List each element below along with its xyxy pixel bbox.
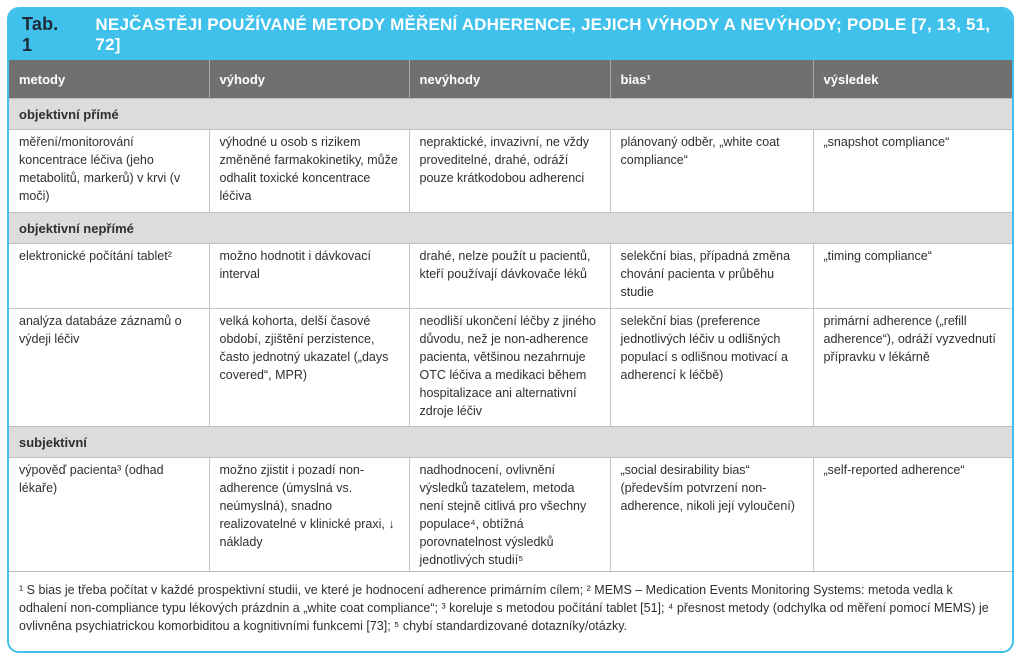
cell-disadvantages: nepraktické, invazivní, ne vždy proveditelné, drahé, odráží pouze krátkodobou adherenci — [409, 130, 610, 213]
cell-method: analýza databáze záznamů o výdeji léčiv — [9, 309, 209, 427]
cell-bias: „social desirability bias“ (především potvrzení non-adherence, nikoli její vyloučení) — [610, 458, 813, 572]
section-row — [9, 427, 1014, 458]
adherence-methods-table — [9, 60, 1014, 571]
column-header-nevyhody: nevýhody — [409, 60, 610, 99]
table-number: Tab. 1 — [22, 13, 59, 55]
table-title: NEJČASTĚJI POUŽÍVANÉ METODY MĚŘENÍ ADHERENCE, JEJICH VÝHODY A NEVÝHODY; PODLE [7, 13, 51, 72] — [95, 14, 991, 54]
cell-result: „timing compliance“ — [813, 244, 1014, 309]
cell-method: měření/monitorování koncentrace léčiva (jeho metabolitů, markerů) v krvi (v moči) — [9, 130, 209, 213]
section-title: objektivní nepřímé — [9, 213, 1014, 244]
cell-method: výpověď pacienta³ (odhad lékaře) — [9, 458, 209, 572]
table-footnotes: ¹ S bias je třeba počítat v každé prospektivní studii, ve které je hodnocení adherence primárním cílem; ² MEMS – Medication Events Monitoring Systems: metoda vedla k odhalení non-compliance typu lékových prázdnin a „white coat compliance“; ³ koreluje s metodou počítání tablet [51]; ⁴ přesnost metody (odchylka od měření pomocí MEMS) je ovlivněna psychiatrickou komorbiditou a kognitivními funkcemi [73]; ⁵ chybí standardizované dotazníky/otázky. — [9, 571, 1012, 635]
table-row — [9, 244, 1014, 309]
column-header-row — [9, 60, 1014, 99]
section-row — [9, 213, 1014, 244]
cell-advantages: možno hodnotit i dávkovací interval — [209, 244, 409, 309]
table-row — [9, 130, 1014, 213]
cell-advantages: možno zjistit i pozadí non-adherence (úmyslná vs. neúmyslná), snadno realizovatelné v klinické praxi, ↓ náklady — [209, 458, 409, 572]
section-row — [9, 99, 1014, 130]
cell-result: „self-reported adherence“ — [823, 463, 965, 477]
cell-method: elektronické počítání tablet² — [9, 244, 209, 309]
cell-advantages: velká kohorta, delší časové období, zjištění perzistence, často jednotný ukazatel („days covered“, MPR) — [209, 309, 409, 427]
cell-bias: selekční bias (preference jednotlivých léčiv u odlišných populací s odlišnou motivací a adherencí k léčbě) — [610, 309, 813, 427]
cell-disadvantages: neodliší ukončení léčby z jiného důvodu, než je non-adherence pacienta, většinou nezahrnuje OTC léčiva a medikaci během hospitalizace ani alternativní zdroje léčiv — [409, 309, 610, 427]
table-row — [9, 309, 1014, 427]
column-header-bias: bias¹ — [610, 60, 813, 99]
cell-bias: selekční bias, případná změna chování pacienta v průběhu studie — [610, 244, 813, 309]
cell-disadvantages: drahé, nelze použít u pacientů, kteří používají dávkovače léků — [409, 244, 610, 309]
cell-result: primární adherence („refill adherence“), odráží vyzvednutí přípravku v lékárně — [823, 314, 996, 364]
column-header-vysledek: výsledek — [813, 60, 1014, 99]
table-title-bar — [9, 9, 1012, 60]
column-header-vyhody: výhody — [209, 60, 409, 99]
column-header-metody: metody — [9, 60, 209, 99]
cell-disadvantages: nadhodnocení, ovlivnění výsledků tazatelem, metoda není stejně citlivá pro všechny populace⁴, obtížná porovnatelnost výsledků jednotlivých studií⁵ — [409, 458, 610, 572]
cell-bias: plánovaný odběr, „white coat compliance“ — [610, 130, 813, 213]
cell-result: „snapshot compliance“ — [823, 135, 950, 149]
section-title: subjektivní — [9, 427, 1014, 458]
table-row — [9, 458, 1014, 572]
table-frame — [7, 7, 1014, 653]
section-title: objektivní přímé — [9, 99, 1014, 130]
cell-advantages: výhodné u osob s rizikem změněné farmakokinetiky, může odhalit toxické koncentrace léčiva — [209, 130, 409, 213]
